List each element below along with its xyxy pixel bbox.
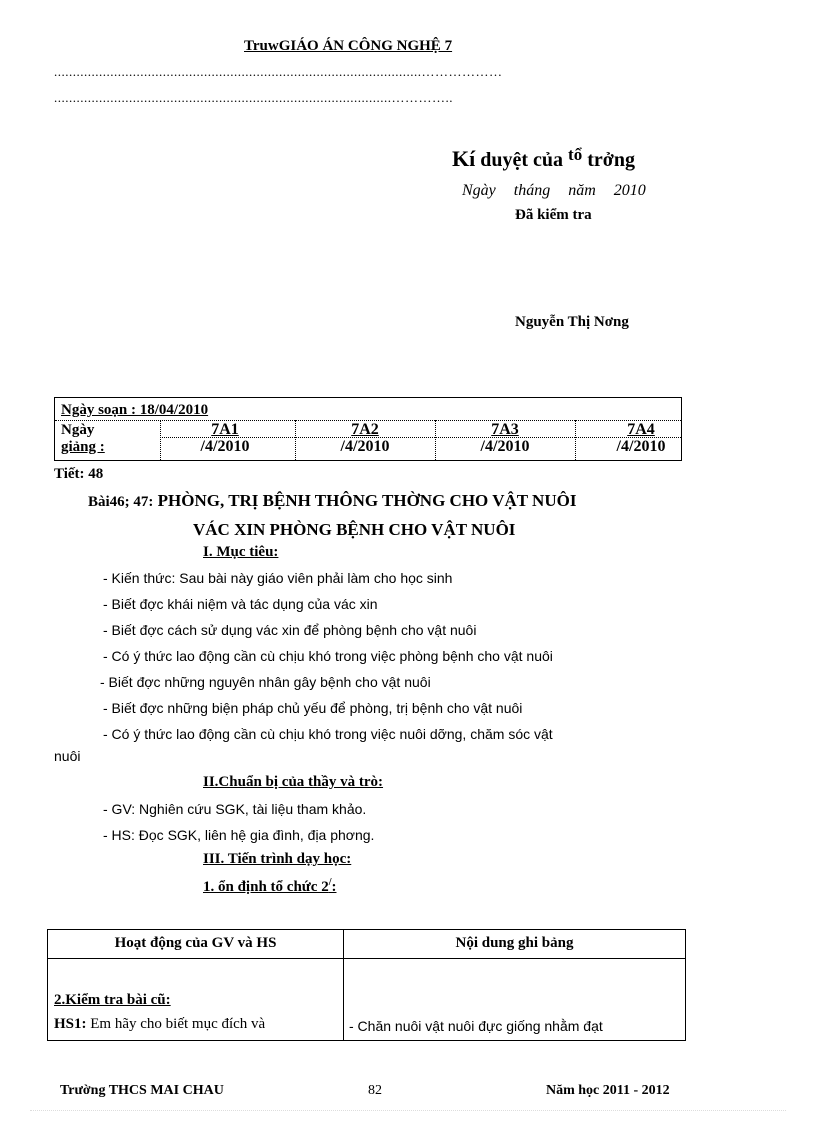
objective-item: - Biết đợc khái niệm và tác dụng của vác xin: [103, 596, 378, 612]
section-objectives-heading: I. Mục tiêu:: [203, 544, 279, 560]
hs1-question: [54, 1016, 265, 1033]
approval-ki: Kí: [452, 146, 476, 171]
document-title: TruwGIÁO ÁN CÔNG NGHỆ 7: [244, 38, 453, 54]
tiet-number: Tiết: 48: [54, 466, 104, 482]
objective-item-wrap: nuôi: [54, 748, 81, 764]
class-date: /4/2010: [200, 438, 250, 455]
objective-item: - Biết đợc cách sử dụng vác xin để phòng bệnh cho vật nuôi: [103, 622, 477, 638]
schedule-box: [54, 397, 682, 461]
footer-school: Trường THCS MAI CHAU: [60, 1083, 224, 1098]
approval-checked: Đã kiểm tra: [515, 207, 592, 223]
column-divider: [435, 420, 436, 460]
lesson-title-1: PHÒNG, TRỊ BỆNH THÔNG THỜNG CHO VẬT NUÔI: [157, 491, 577, 510]
ngay-giang-label: [61, 422, 105, 456]
table-header-divider: [48, 958, 685, 959]
footer-page-number: 82: [368, 1083, 382, 1098]
column-divider: [160, 420, 161, 460]
approval-signer: Nguyễn Thị Nơng: [515, 314, 629, 330]
lesson-title-line-1: [88, 491, 576, 511]
approval-title: [452, 145, 635, 172]
class-cell-7a1: [165, 421, 285, 455]
approval-duyet: duyệt của: [480, 149, 564, 171]
organization-end: :: [331, 879, 337, 895]
giang-label: giảng :: [61, 439, 105, 455]
section-organization: [203, 877, 336, 896]
class-name: 7A3: [491, 421, 519, 438]
class-name: 7A4: [627, 421, 655, 438]
ngay-label: Ngày: [61, 422, 95, 438]
objective-item: - Biết đợc những biện pháp chủ yếu để phòng, trị bệnh cho vật nuôi: [103, 700, 523, 716]
activity-table: [47, 929, 686, 1041]
class-cell-7a3: [445, 421, 565, 455]
hs1-label: HS1:: [54, 1016, 87, 1032]
class-name: 7A1: [211, 421, 239, 438]
objective-item: - Có ý thức lao động cần cù chịu khó trong việc nuôi dỡng, chăm sóc vật: [103, 726, 553, 742]
class-date: /4/2010: [480, 438, 530, 455]
lesson-number: Bài46; 47:: [88, 494, 154, 510]
column-divider: [295, 420, 296, 460]
review-heading: 2.Kiểm tra bài cũ:: [54, 992, 171, 1008]
class-cell-7a4: [581, 421, 701, 455]
organization-text: 1. ổn định tổ chức 2: [203, 879, 329, 895]
class-name: 7A2: [351, 421, 379, 438]
column-divider: [575, 420, 576, 460]
objective-item: - Kiến thức: Sau bài này giáo viên phải làm cho học sinh: [103, 570, 453, 586]
class-date: /4/2010: [616, 438, 666, 455]
objective-item: - Có ý thức lao động cần cù chịu khó trong việc phòng bệnh cho vật nuôi: [103, 648, 553, 664]
approval-truong: trởng: [587, 149, 635, 171]
organization-sup: /: [328, 877, 332, 888]
dotted-line-2: ..........................................................................................…………..: [54, 90, 453, 105]
approval-to: tổ: [568, 145, 583, 164]
dotted-line-1: ..................................................................................................………………: [54, 64, 503, 79]
preparation-hs: - HS: Đọc SGK, liên hệ gia đình, địa phơng.: [103, 827, 375, 843]
table-header-activity: Hoạt động của GV và HS: [114, 935, 277, 951]
hs1-text: Em hãy cho biết mục đích và: [86, 1016, 266, 1032]
approval-date: Ngày tháng năm 2010: [462, 182, 646, 199]
hs1-answer: - Chăn nuôi vật nuôi đực giống nhằm đạt: [349, 1018, 603, 1034]
footer-divider: [30, 1110, 786, 1111]
class-cell-7a2: [305, 421, 425, 455]
section-preparation-heading: II.Chuẩn bị của thầy và trò:: [203, 774, 384, 790]
ngay-soan: Ngày soạn : 18/04/2010: [61, 402, 209, 418]
preparation-gv: - GV: Nghiên cứu SGK, tài liệu tham khảo.: [103, 801, 367, 817]
footer-school-year: Năm học 2011 - 2012: [546, 1083, 670, 1098]
class-date: /4/2010: [340, 438, 390, 455]
objective-item: - Biết đợc những nguyên nhân gây bệnh cho vật nuôi: [100, 674, 431, 690]
lesson-title-line-2: VÁC XIN PHÒNG BỆNH CHO VẬT NUÔI: [193, 520, 516, 539]
section-process-heading: III. Tiến trình dạy học:: [203, 851, 352, 867]
table-header-content: Nội dung ghi bảng: [455, 935, 574, 951]
